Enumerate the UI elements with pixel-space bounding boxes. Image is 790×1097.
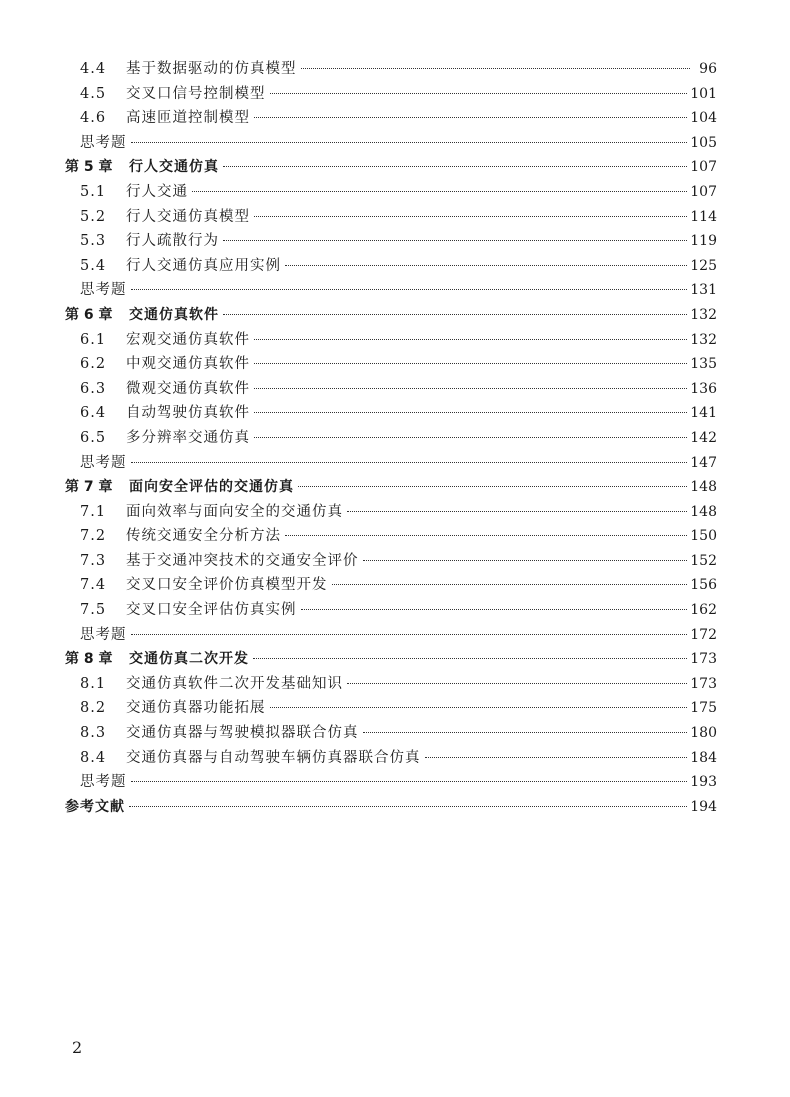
- toc-entry-page: 150: [690, 528, 717, 545]
- toc-entry-title: 思考题: [80, 282, 127, 299]
- toc-entry-page: 173: [690, 651, 717, 668]
- toc-entry-number: 7.1: [80, 503, 107, 520]
- toc-entry-title: 交通仿真器与自动驾驶车辆仿真器联合仿真: [126, 749, 421, 766]
- toc-entry-section: [65, 500, 717, 525]
- toc-entry-section: [65, 573, 717, 598]
- toc-entry-section: [65, 549, 717, 574]
- dot-leader: [131, 633, 688, 635]
- toc-entry-page: 184: [690, 749, 717, 766]
- toc-entry-page: 135: [690, 356, 717, 373]
- toc-entry-number: 4.4: [80, 61, 107, 77]
- toc-entry-page: 173: [690, 675, 717, 692]
- dot-leader: [131, 288, 688, 290]
- dot-leader: [270, 92, 688, 94]
- toc-entry-number: 4.6: [80, 110, 107, 127]
- toc-entry-number: 第 6 章: [65, 306, 113, 323]
- toc-entry-number: 7.5: [80, 602, 107, 619]
- toc-entry-section: [65, 180, 717, 205]
- dot-leader: [347, 510, 687, 512]
- toc-entry-page: 193: [690, 774, 717, 791]
- dot-leader: [425, 756, 688, 758]
- page-number: 2: [72, 1038, 83, 1057]
- toc-entry-chapter: [65, 647, 717, 672]
- toc-entry-section: [65, 328, 717, 353]
- dot-leader: [254, 215, 687, 217]
- toc-entry-number: 6.2: [80, 356, 107, 373]
- toc-entry-page: 105: [690, 134, 717, 151]
- toc-entry-questions: [65, 623, 717, 648]
- toc-entry-title: 行人交通仿真: [129, 159, 219, 176]
- toc-entry-title: 行人交通仿真模型: [126, 208, 250, 225]
- dot-leader: [332, 583, 688, 585]
- toc-entry-page: 107: [690, 159, 717, 176]
- toc-entry-section: [65, 377, 717, 402]
- toc-entry-page: 104: [690, 110, 717, 127]
- toc-entry-page: 194: [690, 798, 717, 815]
- dot-leader: [223, 313, 687, 315]
- toc-entry-page: 119: [690, 233, 717, 250]
- toc-entry-title: 思考题: [80, 774, 127, 791]
- toc-entry-page: 175: [690, 700, 717, 717]
- toc-entry-number: 8.1: [80, 675, 107, 692]
- dot-leader: [131, 780, 688, 782]
- toc-entry-number: 5.2: [80, 208, 107, 225]
- toc-entry-title: 交通仿真二次开发: [129, 651, 249, 668]
- toc-entry-page: 148: [690, 503, 717, 520]
- toc-entry-section: [65, 598, 717, 623]
- dot-leader: [285, 534, 687, 536]
- toc-entry-section: [65, 672, 717, 697]
- toc-entry-section: [65, 721, 717, 746]
- dot-leader: [254, 387, 687, 389]
- dot-leader: [363, 559, 688, 561]
- toc-entry-page: 172: [690, 626, 717, 643]
- toc-entry-number: 第 7 章: [65, 479, 113, 496]
- toc-entry-title: 行人交通: [126, 183, 188, 200]
- toc-entry-page: 162: [690, 602, 717, 619]
- toc-entry-title: 思考题: [80, 454, 127, 471]
- dot-leader: [131, 461, 688, 463]
- toc-entry-section: [65, 352, 717, 377]
- toc-entry-page: 156: [690, 577, 717, 594]
- toc-entry-section: [65, 57, 717, 82]
- toc-entry-questions: [65, 131, 717, 156]
- toc-entry-title: 面向安全评估的交通仿真: [129, 479, 294, 496]
- toc-entry-chapter: [65, 475, 717, 500]
- toc-entry-number: 5.3: [80, 233, 107, 250]
- dot-leader: [129, 805, 687, 807]
- toc-entry-title: 基于数据驱动的仿真模型: [126, 61, 297, 77]
- toc-entry-number: 7.3: [80, 552, 107, 569]
- toc-entry-section: [65, 106, 717, 131]
- toc-entry-number: 6.1: [80, 331, 107, 348]
- toc-entry-number: 8.2: [80, 700, 107, 717]
- toc-entry-number: 5.1: [80, 183, 107, 200]
- toc-entry-page: 125: [690, 257, 717, 274]
- toc-entry-number: 5.4: [80, 257, 107, 274]
- toc-entry-number: 4.5: [80, 85, 107, 102]
- toc-entry-section: [65, 401, 717, 426]
- toc-entry-page: 180: [690, 725, 717, 742]
- toc-entry-number: 8.4: [80, 749, 107, 766]
- toc-entry-title: 高速匝道控制模型: [126, 110, 250, 127]
- toc-entry-title: 交通仿真器与驾驶模拟器联合仿真: [126, 725, 359, 742]
- toc-entry-title: 思考题: [80, 134, 127, 151]
- toc-entry-title: 交叉口安全评价仿真模型开发: [126, 577, 328, 594]
- toc-entry-page: 107: [690, 183, 717, 200]
- toc-entry-chapter: [65, 303, 717, 328]
- toc-entry-title: 微观交通仿真软件: [126, 380, 250, 397]
- toc-entry-page: 152: [690, 552, 717, 569]
- toc-entry-title: 面向效率与面向安全的交通仿真: [126, 503, 343, 520]
- toc-entry-section: [65, 696, 717, 721]
- toc-entry-page: 114: [690, 208, 717, 225]
- toc-entry-chapter: [65, 155, 717, 180]
- dot-leader: [223, 239, 687, 241]
- dot-leader: [254, 116, 687, 118]
- dot-leader: [363, 731, 688, 733]
- toc-entry-section: [65, 524, 717, 549]
- toc-entry-section: [65, 746, 717, 771]
- toc-entry-title: 自动驾驶仿真软件: [126, 405, 250, 422]
- toc-entry-title: 交通仿真器功能拓展: [126, 700, 266, 717]
- toc-entry-page: 131: [690, 282, 717, 299]
- toc-entry-page: 132: [690, 331, 717, 348]
- dot-leader: [254, 436, 687, 438]
- toc-entry-title: 基于交通冲突技术的交通安全评价: [126, 552, 359, 569]
- dot-leader: [253, 657, 687, 659]
- toc-entry-title: 传统交通安全分析方法: [126, 528, 281, 545]
- toc-entry-number: 6.4: [80, 405, 107, 422]
- toc-entry-number: 第 5 章: [65, 159, 113, 176]
- dot-leader: [254, 362, 687, 364]
- toc-entry-title: 交通仿真软件: [129, 306, 219, 323]
- dot-leader: [254, 338, 687, 340]
- toc-entry-questions: [65, 770, 717, 795]
- toc-entry-section: [65, 82, 717, 107]
- toc-entry-section: [65, 254, 717, 279]
- toc-entry-number: 6.3: [80, 380, 107, 397]
- toc-entry-title: 参考文献: [65, 798, 125, 815]
- table-of-contents: [65, 57, 717, 819]
- toc-entry-page: 147: [690, 454, 717, 471]
- dot-leader: [254, 411, 687, 413]
- dot-leader: [347, 682, 687, 684]
- dot-leader: [192, 190, 687, 192]
- toc-entry-number: 8.3: [80, 725, 107, 742]
- toc-entry-number: 6.5: [80, 429, 107, 446]
- dot-leader: [223, 165, 687, 167]
- toc-entry-title: 交叉口安全评估仿真实例: [126, 602, 297, 619]
- toc-entry-page: 96: [699, 61, 717, 77]
- dot-leader: [301, 608, 688, 610]
- dot-leader: [301, 67, 691, 69]
- dot-leader: [285, 264, 687, 266]
- toc-entry-page: 148: [690, 479, 717, 496]
- toc-entry-number: 第 8 章: [65, 651, 113, 668]
- toc-entry-section: [65, 426, 717, 451]
- toc-entry-title: 交叉口信号控制模型: [126, 85, 266, 102]
- toc-entry-questions: [65, 278, 717, 303]
- toc-entry-page: 101: [690, 85, 717, 102]
- dot-leader: [298, 485, 687, 487]
- toc-entry-title: 行人疏散行为: [126, 233, 219, 250]
- toc-entry-page: 141: [690, 405, 717, 422]
- toc-entry-section: [65, 229, 717, 254]
- dot-leader: [270, 706, 688, 708]
- toc-entry-title: 宏观交通仿真软件: [126, 331, 250, 348]
- toc-entry-page: 142: [690, 429, 717, 446]
- toc-entry-section: [65, 205, 717, 230]
- toc-entry-number: 7.2: [80, 528, 107, 545]
- toc-entry-title: 中观交通仿真软件: [126, 356, 250, 373]
- toc-entry-title: 思考题: [80, 626, 127, 643]
- toc-entry-page: 136: [690, 380, 717, 397]
- toc-entry-title: 行人交通仿真应用实例: [126, 257, 281, 274]
- toc-entry-page: 132: [690, 306, 717, 323]
- toc-entry-chapter: [65, 795, 717, 820]
- toc-entry-number: 7.4: [80, 577, 107, 594]
- toc-entry-questions: [65, 451, 717, 476]
- toc-entry-title: 交通仿真软件二次开发基础知识: [126, 675, 343, 692]
- toc-entry-title: 多分辨率交通仿真: [126, 429, 250, 446]
- dot-leader: [131, 141, 688, 143]
